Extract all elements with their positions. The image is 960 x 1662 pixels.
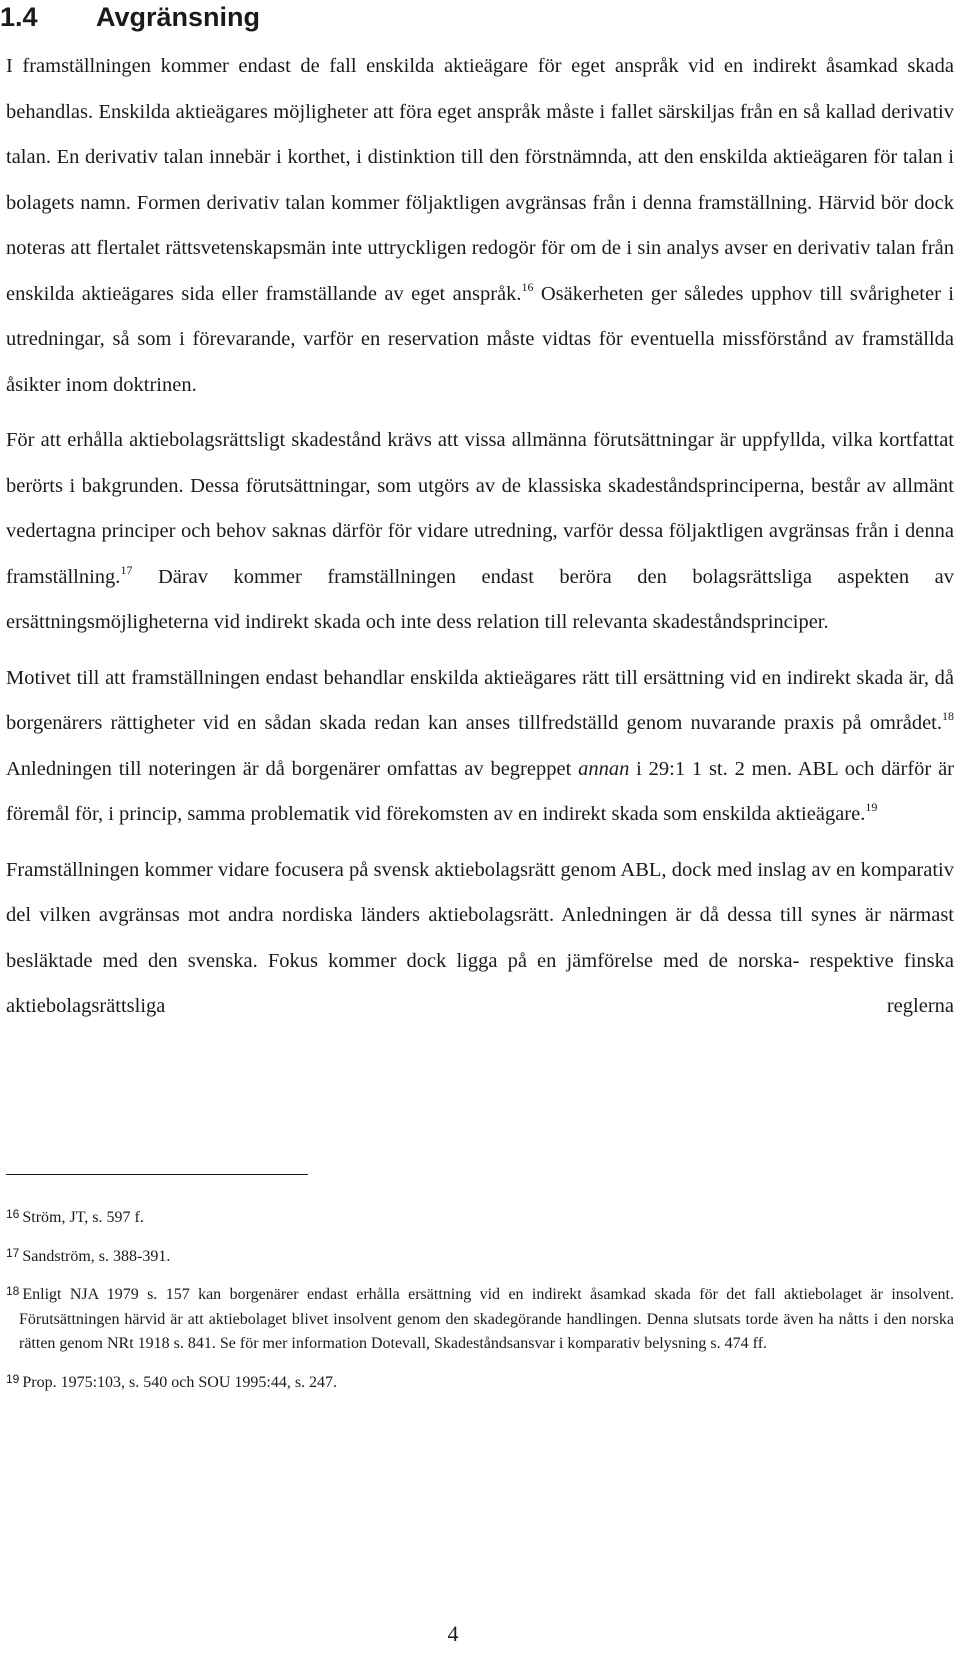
footnote-ref-17[interactable]: 17 xyxy=(120,562,133,577)
footnote-number: 18 xyxy=(6,1284,20,1298)
paragraph-2 xyxy=(6,418,954,646)
footnote-text: Sandström, s. 388-391. xyxy=(22,1247,171,1265)
paragraph-2-text-b: Därav kommer framställningen endast beröra den bolagsrättsliga aspekten av ersättningsmöjligheterna vid indirekt skada och inte dess relation till relevanta skadeståndsprinciper. xyxy=(6,565,954,633)
footnote-text: Enligt NJA 1979 s. 157 kan borgenärer endast erhålla ersättning vid en indirekt åsamkad skada för det fall aktiebolaget är insolvent. Förutsättningen härvid är att aktiebolaget blivet insolvent genom den skadegörande handlingen. Denna slutsats torde även ha nåtts i den norska rätten genom NRt 1918 s. 841. Se för mer information Dotevall, Skadeståndsansvar i komparativ belysning s. 474 ff. xyxy=(19,1286,954,1352)
paragraph-1-text-b: Osäkerheten ger således upphov till svårigheter i utredningar, så som i förevarande, varför en reservation måste vidtas för eventuella missförstånd av framställda åsikter inom doktrinen. xyxy=(6,282,954,396)
footnote-number: 16 xyxy=(6,1207,20,1221)
footnote-separator xyxy=(6,1174,308,1175)
section-title: Avgränsning xyxy=(96,2,261,32)
paragraph-4 xyxy=(6,848,954,1030)
paragraph-3 xyxy=(6,656,954,838)
footnote-17 xyxy=(6,1245,954,1270)
footnotes xyxy=(6,1206,954,1409)
paragraph-2-text-a: För att erhålla aktiebolagsrättsligt skadestånd krävs att vissa allmänna förutsättningar är uppfyllda, vilka kortfattat berörts i bakgrunden. Dessa förutsättningar, som utgörs av de klassiska skadeståndsprinciperna, består av allmänt vedertagna principer och behov saknas därför för vidare utredning, varför dessa följaktligen avgränsas från i denna framställning. xyxy=(6,429,954,588)
body-text xyxy=(6,44,954,1030)
paragraph-1-text-a: I framställningen kommer endast de fall enskilda aktieägare för eget anspråk vid en indirekt åsamkad skada behandlas. Enskilda aktieägares möjligheter att föra eget anspråk måste i fallet särskiljas från en så kallad derivativ talan. En derivativ talan innebär i korthet, i distinktion till den förstnämnda, att den enskilda aktieägaren för talan i bolagets namn. Formen derivativ talan kommer följaktligen avgränsas från i denna framställning. Härvid bör dock noteras att flertalet rättsvetenskapsmän inte uttryckligen redogör för om de i sin analys avser en derivativ talan från enskilda aktieägares sida eller framställande av eget anspråk. xyxy=(6,55,954,305)
footnote-ref-19[interactable]: 19 xyxy=(865,800,878,814)
paragraph-3-text-c: i 29:1 1 st. 2 men. ABL och därför är föremål för, i princip, samma problematik vid förekomsten av en indirekt skada som enskilda aktieägare. xyxy=(6,757,954,825)
footnote-ref-16[interactable]: 16 xyxy=(521,279,534,294)
footnote-ref-18[interactable]: 18 xyxy=(942,709,954,723)
footnote-18 xyxy=(6,1283,954,1357)
paragraph-4-text: Framställningen kommer vidare focusera på svensk aktiebolagsrätt genom ABL, dock med inslag av en komparativ del vilken avgränsas mot andra nordiska länders aktiebolagsrätt. Anledningen är då dessa till synes är närmast besläktade med den svenska. Fokus kommer dock ligga på en jämförelse med de norska- respektive finska aktiebolagsrättsliga reglerna xyxy=(6,858,954,1017)
footnote-number: 17 xyxy=(6,1245,20,1260)
footnote-19 xyxy=(6,1371,954,1396)
paragraph-3-text-a: Motivet till att framställningen endast behandlar enskilda aktieägares rätt till ersättning vid en indirekt skada är, då borgenärers rättigheter vid en sådan skada redan kan anses tillfredställd genom nuvarande praxis på området. xyxy=(6,666,954,734)
footnote-number: 19 xyxy=(6,1371,20,1386)
paragraph-3-text-b: Anledningen till noteringen är då borgenärer omfattas av begreppet xyxy=(6,757,579,780)
footnote-text: Prop. 1975:103, s. 540 och SOU 1995:44, s. 247. xyxy=(22,1373,338,1391)
paragraph-1 xyxy=(6,44,954,408)
section-heading xyxy=(0,0,260,34)
footnote-16 xyxy=(6,1206,954,1231)
page-number: 4 xyxy=(447,1621,459,1646)
footnote-text: Ström, JT, s. 597 f. xyxy=(22,1209,144,1226)
section-number: 1.4 xyxy=(0,2,38,32)
paragraph-3-italic-term: annan xyxy=(578,757,630,780)
